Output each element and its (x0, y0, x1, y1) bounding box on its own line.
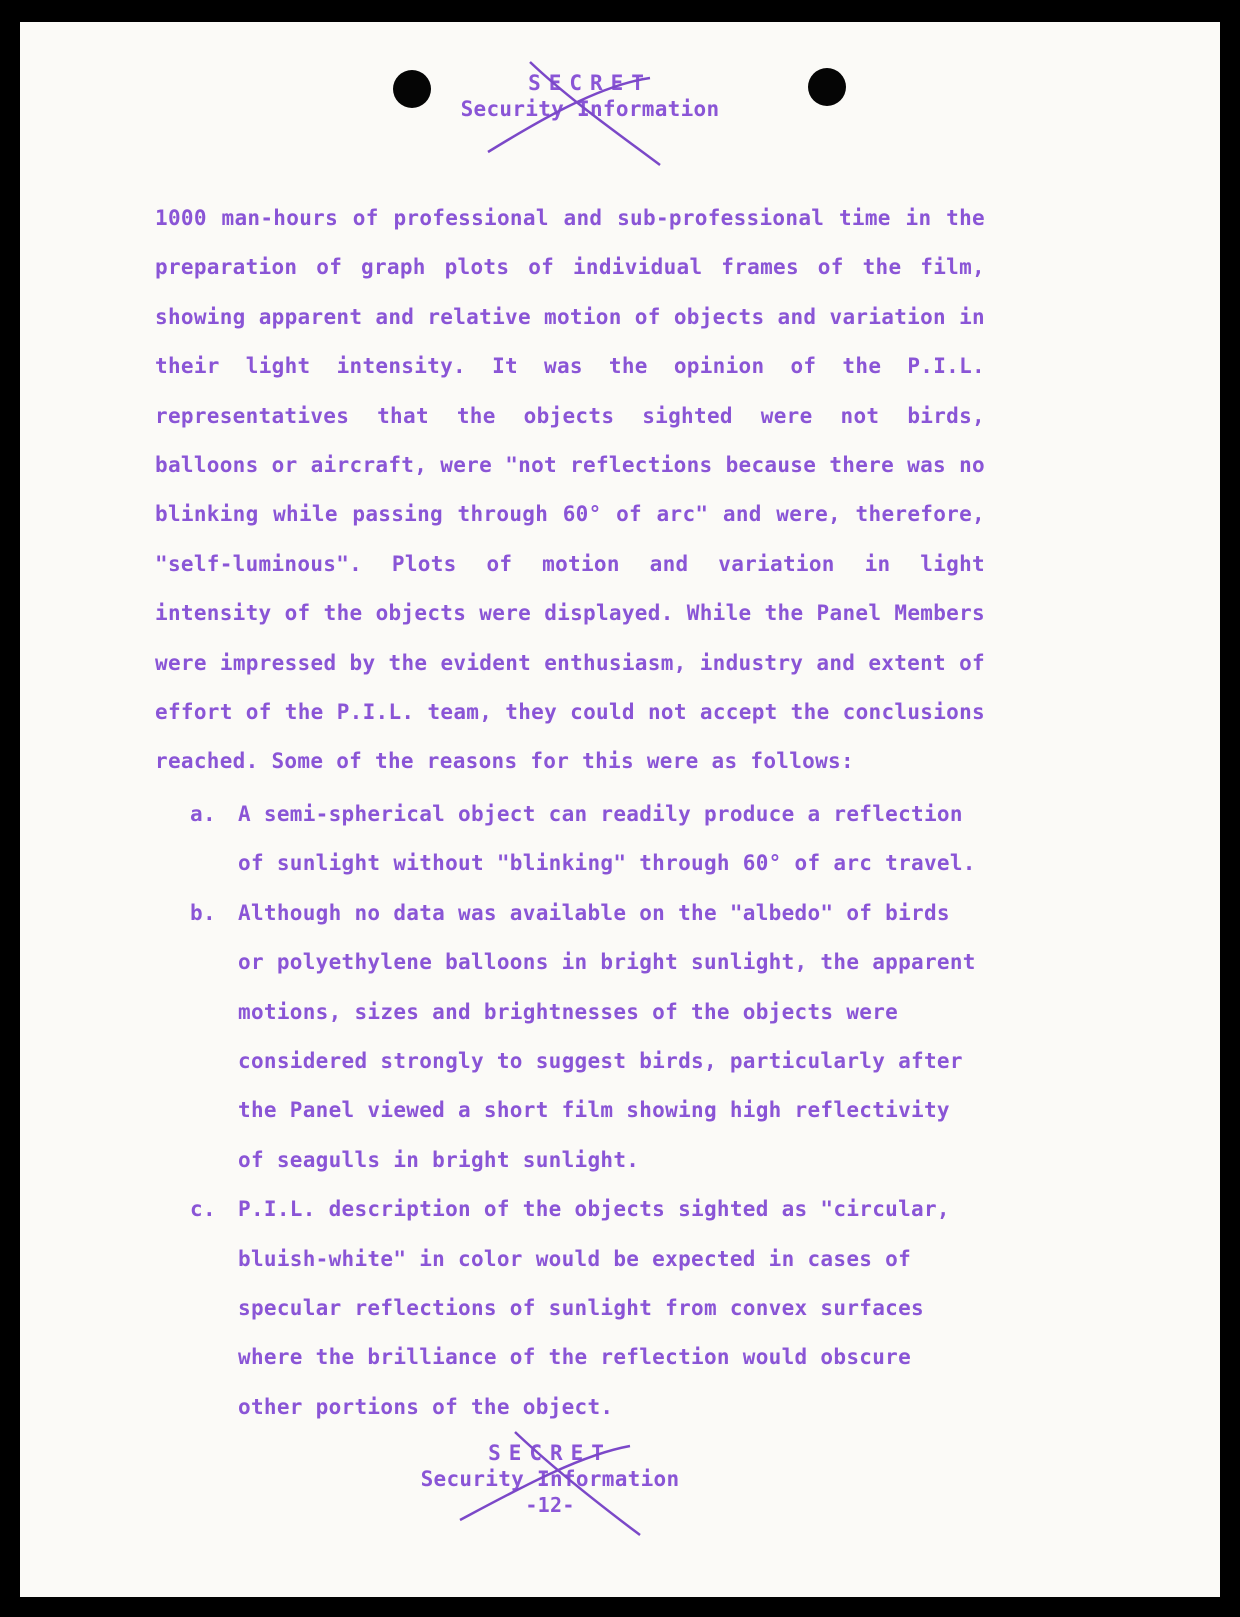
punch-hole-right (808, 68, 846, 106)
header-classification-stamp (440, 70, 740, 122)
list-item (190, 1185, 985, 1432)
header-security-information: Security Information (460, 97, 720, 121)
footer-classification-stamp (400, 1440, 700, 1518)
list-item-text: Although no data was available on the "albedo" of birds or polyethylene balloons in bright sunlight, the apparent motions, sizes and brightnesses of the objects were considered strongly to suggest birds, particularly after the Panel viewed a short film showing high reflectivity of seagulls in bright sunlight. (238, 900, 976, 1172)
list-item-marker: c. (190, 1197, 216, 1222)
footer-secret: SECRET (488, 1441, 612, 1465)
page-number: -12- (525, 1493, 575, 1517)
header-secret: SECRET (528, 71, 652, 95)
list-item (190, 790, 985, 889)
list-item-text: P.I.L. description of the objects sighted as "circular, bluish-white" in color would be expected in cases of specular reflections of sunlight from convex surfaces where the brilliance of the reflection would obscure other portions of the object. (238, 1197, 950, 1419)
list-item-marker: b. (190, 900, 216, 925)
body-paragraph: 1000 man-hours of professional and sub-professional time in the preparation of graph plots of individual frames of the film, showing apparent and relative motion of objects and variation in their light intensity. It was the opinion of the P.I.L. representatives that the objects sighted were not birds, balloons or aircraft, were "not reflections because there was no blinking while passing through 60° of arc" and were, therefore, "self-luminous". Plots of motion and variation in light intensity of the objects were displayed. While the Panel Members were impressed by the evident enthusiasm, industry and extent of effort of the P.I.L. team, they could not accept the conclusions reached. Some of the reasons for this were as follows: (155, 206, 985, 774)
punch-hole-left (393, 70, 431, 108)
list-item (190, 889, 985, 1185)
list-item-marker: a. (190, 802, 216, 826)
findings-list (190, 790, 985, 1432)
document-page (20, 22, 1220, 1597)
footer-security-information: Security Information (420, 1467, 680, 1491)
list-item-text: A semi-spherical object can readily produce a reflection of sunlight without "blinking" through 60° of arc travel. (238, 802, 976, 876)
